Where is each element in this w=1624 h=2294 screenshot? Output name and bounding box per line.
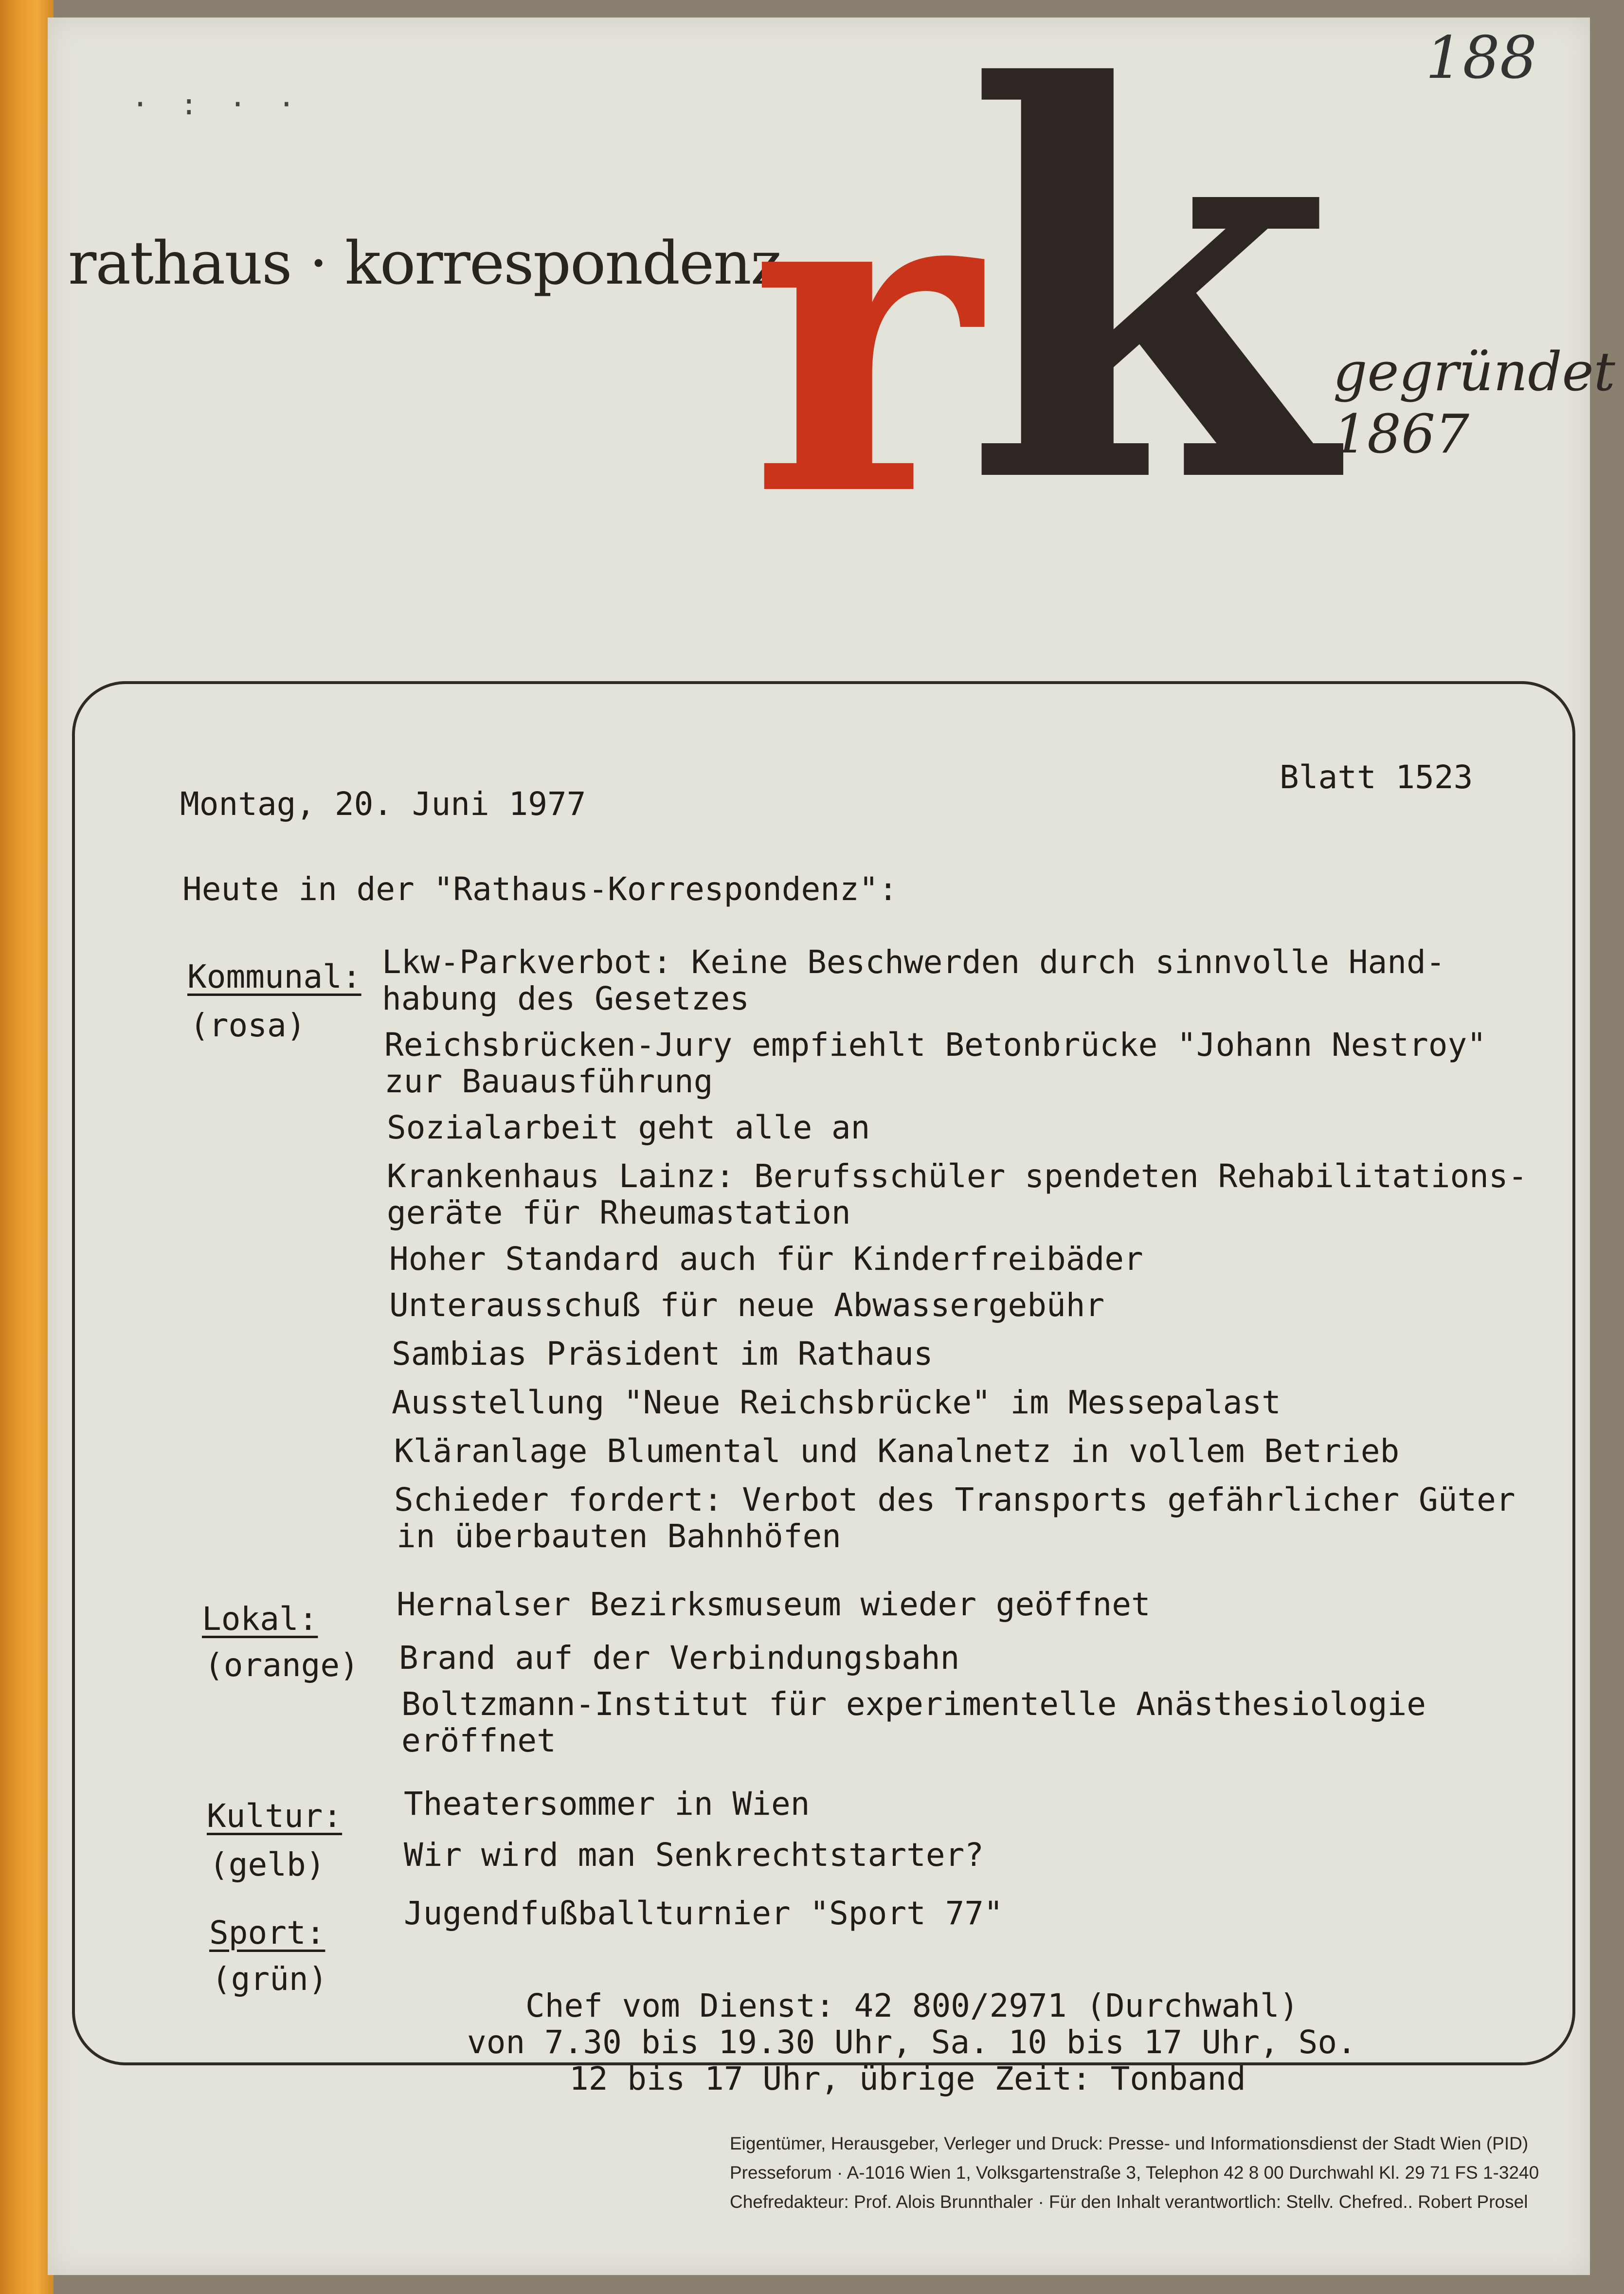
headline: zur Bauausführung: [384, 1063, 713, 1100]
handwritten-page-number: 188: [1426, 24, 1537, 92]
duty-line: 12 bis 17 Uhr, übrige Zeit: Tonband: [569, 2060, 1246, 2097]
category-kommunal: Kommunal:: [187, 958, 361, 995]
headline: Kläranlage Blumental und Kanalnetz in vollem Betrieb: [394, 1432, 1400, 1470]
category-kultur: Kultur:: [207, 1797, 343, 1835]
category-lokal: Lokal:: [202, 1600, 318, 1638]
headline: Wir wird man Senkrechtstarter?: [404, 1836, 984, 1874]
intro-line: Heute in der "Rathaus-Korrespondenz":: [182, 870, 898, 908]
logo-r: r: [749, 78, 961, 593]
headline: Jugendfußballturnier "Sport 77": [404, 1895, 1003, 1932]
headline: Hernalser Bezirksmuseum wieder geöffnet: [397, 1586, 1151, 1623]
footer-line: Eigentümer, Herausgeber, Verleger und Druck: Presse- und Informationsdienst der Stadt Wien (PID): [730, 2133, 1529, 2153]
headline: Reichsbrücken-Jury empfiehlt Betonbrücke "Johann Nestroy": [384, 1026, 1486, 1064]
headline: Boltzmann-Institut für experimentelle Anästhesiologie: [401, 1685, 1426, 1723]
headline: in überbauten Bahnhöfen: [397, 1517, 841, 1555]
headline: Sambias Präsident im Rathaus: [392, 1335, 933, 1373]
headline: Lkw-Parkverbot: Keine Beschwerden durch sinnvolle Hand-: [382, 943, 1445, 981]
headline: Sozialarbeit geht alle an: [387, 1109, 870, 1146]
duty-line: Chef vom Dienst: 42 800/2971 (Durchwahl): [525, 1987, 1299, 2024]
headline: geräte für Rheumastation: [387, 1194, 851, 1231]
category-sport: Sport:: [209, 1914, 325, 1951]
duty-line: von 7.30 bis 19.30 Uhr, Sa. 10 bis 17 Uhr, So.: [467, 2023, 1356, 2061]
headline: eröffnet: [401, 1722, 556, 1759]
headline: Schieder fordert: Verbot des Transports gefährlicher Güter: [394, 1481, 1516, 1518]
headline: Hoher Standard auch für Kinderfreibäder: [389, 1240, 1143, 1278]
headline: Theatersommer in Wien: [404, 1785, 810, 1823]
binder-spine: [0, 0, 54, 2294]
footer-line: Presseforum · A-1016 Wien 1, Volksgartenstraße 3, Telephon 42 8 00 Durchwahl Kl. 29 71 FS 1-3240: [730, 2163, 1539, 2183]
headline: Brand auf der Verbindungsbahn: [399, 1639, 960, 1677]
headline: habung des Gesetzes: [382, 980, 749, 1017]
ink-specks: · : · ·: [131, 88, 302, 122]
color-lokal: (orange): [204, 1646, 359, 1684]
headline: Krankenhaus Lainz: Berufsschüler spendeten Rehabilitations-: [387, 1157, 1528, 1195]
headline: Unterausschuß für neue Abwassergebühr: [389, 1286, 1105, 1324]
color-sport: (grün): [212, 1960, 328, 1998]
footer-line: Chefredakteur: Prof. Alois Brunnthaler · Für den Inhalt verantwortlich: Stellv. Chefred.. Robert Prosel: [730, 2192, 1528, 2212]
color-kultur: (gelb): [209, 1846, 325, 1883]
headline: Ausstellung "Neue Reichsbrücke" im Messepalast: [392, 1384, 1281, 1421]
sheet-number: Blatt 1523: [1280, 759, 1473, 796]
founded-note: gegründet 1867: [1333, 341, 1615, 465]
issue-date: Montag, 20. Juni 1977: [180, 785, 586, 823]
color-kommunal: (rosa): [190, 1007, 306, 1044]
logo-k: k: [963, 0, 1335, 601]
masthead-title: rathaus · korrespondenz: [68, 229, 781, 298]
